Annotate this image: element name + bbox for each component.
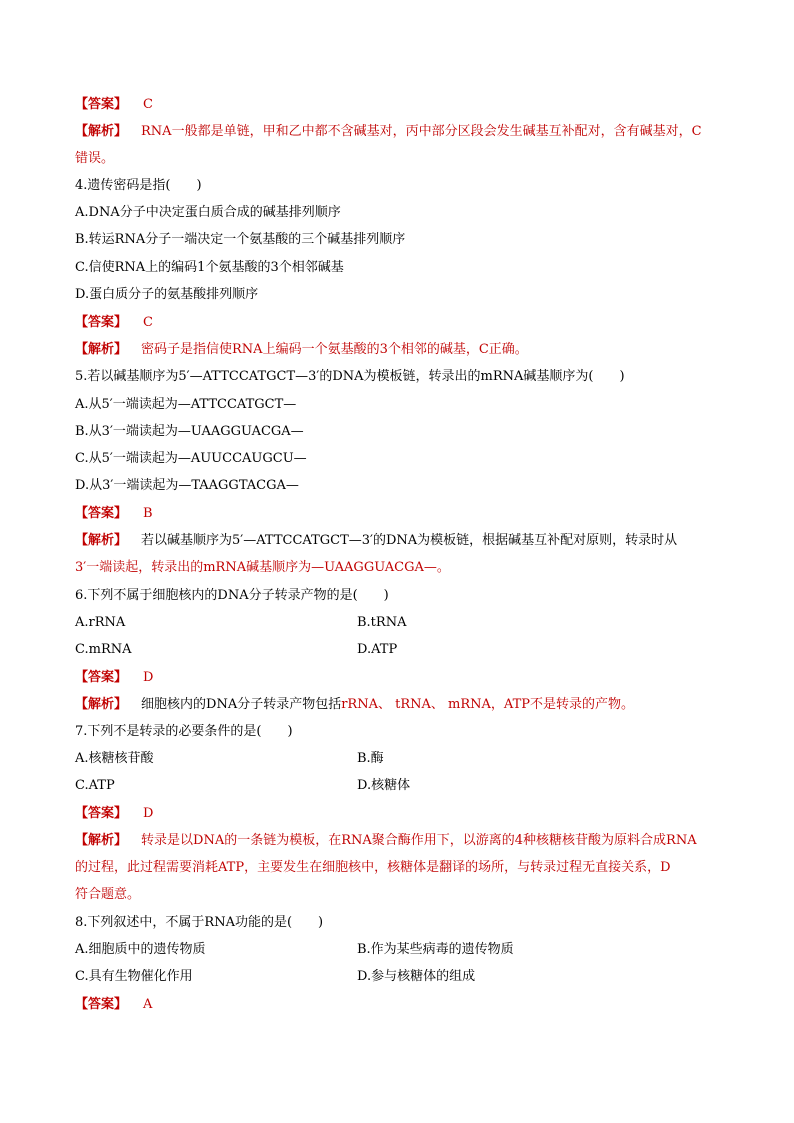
analysis-row (75, 831, 697, 851)
analysis-text-cont: 根据碱基互补配对原则，转录时从 (482, 533, 678, 548)
answer-row (75, 313, 153, 333)
option-d: D.从3′一端读起为—TAAGGTACGA— (75, 478, 299, 493)
analysis-continuation: 的过程，此过程需要消耗ATP，主要发生在细胞核中，核糖体是翻译的场所，与转录过程无直接关系，D (75, 860, 671, 875)
option-c: C.ATP (75, 778, 115, 793)
analysis-row (75, 122, 702, 142)
option-a: A.rRNA (75, 615, 126, 630)
answer-tag: 【答案】 (75, 97, 128, 112)
answer-row (75, 504, 153, 524)
answer-tag: 【答案】 (75, 315, 128, 330)
analysis-continuation: 3′一端读起，转录出的mRNA碱基顺序为—UAAGGUACGA—。 (75, 560, 450, 575)
question-stem: 5.若以碱基顺序为5′—ATTCCATGCT—3′的DNA为模板链，转录出的mRNA碱基顺序为( ) (75, 369, 625, 384)
analysis-tag: 【解析】 (75, 697, 128, 712)
answer-tag: 【答案】 (75, 506, 128, 521)
analysis-tag: 【解析】 (75, 533, 128, 548)
answer-value: C (143, 97, 153, 112)
answer-tag: 【答案】 (75, 997, 128, 1012)
question-stem: 8.下列叙述中，不属于RNA功能的是( ) (75, 915, 324, 930)
answer-row (75, 668, 153, 688)
option-d: D.参与核糖体的组成 (357, 969, 476, 984)
analysis-text: 细胞核内的DNA分子转录产物包括 (141, 697, 342, 712)
option-d: D.ATP (357, 642, 398, 657)
analysis-text: RNA一般都是单链，甲和乙中都不含碱基对，丙中部分区段会发生碱基互补配对，含有碱基对，C (141, 124, 702, 139)
analysis-row (75, 531, 677, 551)
option-c: C.mRNA (75, 642, 132, 657)
answer-tag: 【答案】 (75, 806, 128, 821)
analysis-text: 转录是以DNA的一条链为模板，在RNA聚合酶作用下，以游离的4种核糖核苷酸为原料合成RNA (141, 833, 697, 848)
answer-tag: 【答案】 (75, 670, 128, 685)
answer-row (75, 95, 153, 115)
option-c: C.具有生物催化作用 (75, 969, 193, 984)
analysis-continuation: 错误。 (75, 151, 115, 166)
answer-value: D (143, 670, 154, 685)
option-b: B.作为某些病毒的遗传物质 (357, 942, 514, 957)
answer-value: B (143, 506, 153, 521)
option-a: A.细胞质中的遗传物质 (75, 942, 206, 957)
answer-row (75, 804, 153, 824)
option-d: D.核糖体 (357, 778, 411, 793)
analysis-text: 若以碱基顺序为5′—ATTCCATGCT—3′的DNA为模板链， (141, 533, 483, 548)
option-b: B.转运RNA分子一端决定一个氨基酸的三个碱基排列顺序 (75, 232, 406, 247)
analysis-continuation: 符合题意。 (75, 887, 141, 902)
option-a: A.DNA分子中决定蛋白质合成的碱基排列顺序 (75, 205, 341, 220)
option-d: D.蛋白质分子的氨基酸排列顺序 (75, 287, 259, 302)
option-c: C.从5′一端读起为—AUUCCAUGCU— (75, 451, 307, 466)
analysis-row (75, 695, 634, 715)
answer-value: A (143, 997, 153, 1012)
analysis-row (75, 340, 528, 360)
option-b: B.从3′一端读起为—UAAGGUACGA— (75, 424, 304, 439)
analysis-tag: 【解析】 (75, 124, 128, 139)
answer-value: C (143, 315, 153, 330)
question-stem: 7.下列不是转录的必要条件的是( ) (75, 724, 293, 739)
analysis-tag: 【解析】 (75, 342, 128, 357)
option-a: A.核糖核苷酸 (75, 751, 154, 766)
question-stem: 6.下列不属于细胞核内的DNA分子转录产物的是( ) (75, 588, 389, 603)
question-stem: 4.遗传密码是指( ) (75, 178, 202, 193)
option-b: B.tRNA (357, 615, 407, 630)
option-a: A.从5′一端读起为—ATTCCATGCT— (75, 397, 297, 412)
option-b: B.酶 (357, 751, 384, 766)
analysis-tag: 【解析】 (75, 833, 128, 848)
analysis-text-cont: rRNA、 tRNA、 mRNA，ATP不是转录的产物。 (341, 697, 634, 712)
answer-value: D (143, 806, 154, 821)
option-c: C.信使RNA上的编码1个氨基酸的3个相邻碱基 (75, 260, 344, 275)
analysis-text: 密码子是指信使RNA上编码一个氨基酸的3个相邻的碱基，C正确。 (141, 342, 528, 357)
answer-row (75, 995, 152, 1015)
